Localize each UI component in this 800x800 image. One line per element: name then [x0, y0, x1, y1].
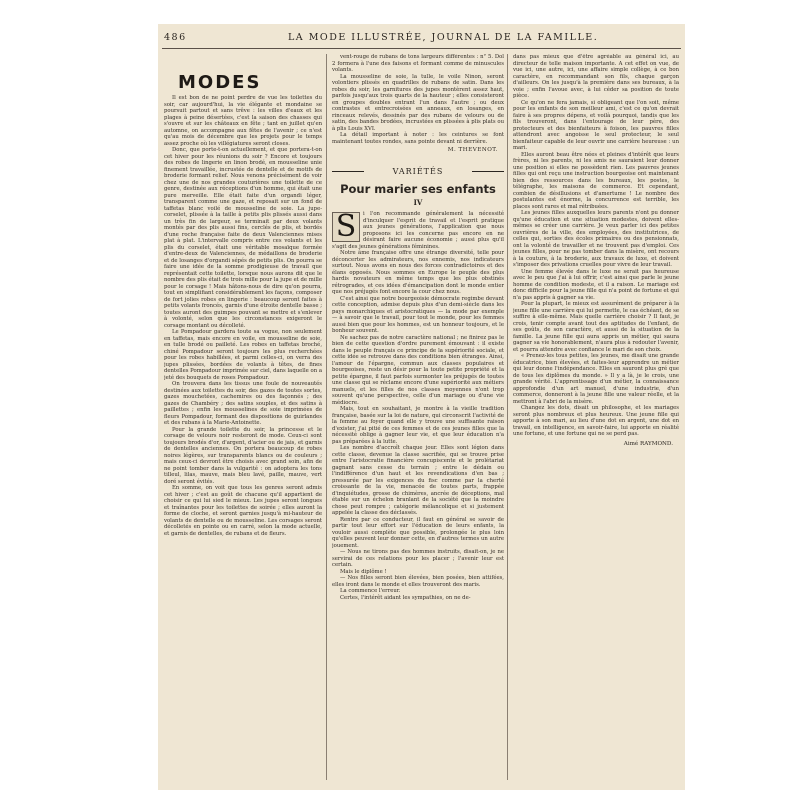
paragraph: Pour la grande toilette du soir, la princesse et le corsage de velours noir resteront de mode. Ceux-ci sont toujours brodés d'or, d'argent, d'acier ou de jais, et garnis de dentelles anciennes. On portera beaucoup de robes noires légères, sur transparents blancs ou de couleurs ; mais ceux-ci devront être choisis avec grand soin, afin de ne point tomber dans la vulgarité : on adoptera les tons tilleul, lilas, mauve, mais bleu lavé, paille, mauve, vert doré seront évités. [164, 426, 322, 485]
paragraph: — Nous ne tirons pas des hommes instruits, disait-on, je ne servirai de ces relations pour les placer ; l'avenir leur est certain. [332, 549, 504, 568]
column-right [513, 54, 679, 782]
paragraph: — Nos filles seront bien élevées, bien posées, bien attifées, elles iront dans le monde et elles trouveront des maris. [332, 575, 504, 588]
column-modes [164, 54, 322, 782]
paragraph: Une femme élevée dans le luxe ne serait pas heureuse avec le peu que j'ai à lui offrir, c'est ainsi que parle le jeune homme de condition modeste, et il a raison. Le mariage est donc difficile pour la jeune fille qui n'a point de fortune et qui n'a pas appris à gagner sa vie. [513, 268, 679, 301]
paragraph: Notre âme française offre une étrange diversité, telle pour déconcerter les admirateurs, nos ennemis, nos indicateurs surtout. Nous avons en nous des forces contradictoires et des élans opposés. Nous sommes en Europe le peuple des plus hardis novateurs en même temps que les plus obstinés rétrogrades, et ces idées d'émancipation dont le monde entier que nos préjugés font encore la cour chez nous. [332, 250, 504, 295]
paragraph: Changez les dots, disait un philosophe, et les mariages seront plus nombreux et plus heureux. Une jeune fille qui apporte à son mari, au lieu d'une dot en argent, une dot en travail, en intelligence, en savoir-faire, lui apporte en réalité une fortune, et une fortune qui ne se perd pas. [513, 405, 679, 437]
column-divider [507, 54, 508, 780]
page-number: 486 [164, 32, 187, 43]
paragraph: Le Pompadour gardera toute sa vogue, non seulement en taffetas, mais encore en voile, en mousseline de soie, en tulle brodé ou pailleté. Les robes en taffetas broché, chiné Pompadour seront toujours les plus recherchées pour les robes habillées, et parmi celles-ci, on verra des jupes plissées, bordées de volants à têtes, de fines dentelles Pompadour imprimée sur ciel, dans laquelle on a jeté des bouquets de roses Pompadour. [164, 329, 322, 381]
article-title: Pour marier ses enfants [340, 182, 496, 196]
paragraph: vent-rouge de rubans de tons largeurs différentes : n° 5. Dol 2 formera à l'une des faisons et formant comme de minuscules volants. [332, 54, 504, 73]
paragraph: Mais, tout en souhaitant, je montre à la vieille tradition française, basée sur la loi de nature, qui circonscrit l'activité de la femme au foyer quand elle y trouve une suffisante raison d'exister, j'ai pitié de ces femmes et de ces jeunes filles que la nécessité oblige à gagner leur vie, et que leur éducation n'a pas préparées à la lutte. [332, 406, 504, 445]
dropcap-letter: S [332, 212, 360, 242]
paragraph: On trouvera dans les tissus une foule de nouveautés destinées aux toilettes du soir, des gazes de toutes sortes, gazes mouchetées, cachemires ou des façonnés ; des gazes de Chambéry ; des satins souples, et des satins à paillettes ; enfin les mousselines de soie imprimées de fleurs Pompadour, formant des dispositions de guirlandes et des rubans à la Marie-Antoinette. [164, 381, 322, 426]
paragraph: La mousseline de soie, la tulle, le voile Ninon, seront volontiers plissés en quadrilles de rubans de satin. Dans les robes du soir, les garnitures des jupes montèrent assez haut, parfois jusqu'aux trois quarts de la hauteur ; elles consisteront en groupes doubles entrant l'un dans l'autre ; ou deux contrastes et entrecroisées en anneaux, en losanges, en rinceaux relevés, dessinés par des rubans de velours ou de satin, des bandes brodées, incrustées en plissées à plis plats ou à plis Louis XVI. [332, 73, 504, 132]
paragraph: Les jeunes filles auxquelles leurs parents n'ont pu donner qu'une éducation et une situation modestes, doivent elles-mêmes se créer une carrière. Je veux parler ici des petites ouvrières de la ville, des employées, des institutrices, de celles qui, sorties des écoles primaires ou des pensionnats, ont la volonté de travailler et ne trouvent pas d'emploi. Ces jeunes filles, pour ne pas tomber dans la misère, ont recours à la couture, à la broderie, aux travaux de luxe, et doivent s'imposer des privations cruelles pour vivre de leur travail. [513, 210, 679, 268]
modes-continuation [332, 54, 504, 145]
paragraph: Certes, l'intérêt aidant les sympathies, on ne de- [340, 594, 471, 601]
paragraph: dans pas mieux que d'être agréable au général ici, au directeur de telle maison importante. A cet effet on vue, de vue ici, une autre, ici, une affaire simple collège, à ce bon caractère, en recommandant son fils, chaque garçon d'ailleurs. On les jusqu'à la première dans ses bureaux, à la voie ; enfin l'avoue avec, à lui céder sa position de toute pièce. [513, 54, 679, 99]
paragraph: i l'on recommande généralement la nécessité d'inculquer l'esprit de travail et l'esprit pratique aux jeunes générations, l'application que nous proposons ici les concerne pas encore en ne désirant faire aucune économie ; aussi plus qu'il s'agit des jeunes générations féminines. [332, 211, 504, 250]
varietes-label: VARIÉTÉS [392, 167, 444, 176]
ornament-left [332, 171, 364, 172]
paragraph: « Prenez-les tous petites, les jeunes, me disait une grande éducatrice, bien élevées, et faites-leur apprendre un métier qui leur donne l'indépendance. Elles en sauront plus gré que de tous les diplômes du monde. » Il y a là, je le crois, une grande vérité. L'apprentissage d'un métier, la connaissance approfondie d'un art manuel, d'une industrie, d'un commerce, donneront à la jeune fille une valeur réelle, et la mettront à l'abri de la misère. [513, 353, 679, 405]
header-rule [162, 48, 681, 49]
modes-signature: M. THEVENOT. [447, 147, 498, 153]
paragraph: Elles auront beau être nées et pleines d'intérêt que leurs frères, ni les parents, ni les amis ne sauraient leur donner une position si elles ne possèdent rien. Les pauvres jeunes filles qui ont reçu une instruction bourgeoise ont maintenant bien des ressources dans les bureaux, les postes, le télégraphe, les maisons de commerce. Et cependant, combien de désillusions et d'amertume ! Le nombre des postulantes est énorme, la concurrence est terrible, les places sont rares et mal rétribuées. [513, 151, 679, 210]
modes-article [164, 95, 322, 537]
paragraph: La commence l'erreur. [340, 588, 401, 594]
journal-title: LA MODE ILLUSTRÉE, JOURNAL DE LA FAMILLE. [288, 32, 599, 43]
paragraph: C'est ainsi que notre bourgeoisie démocrate regimbe devant cette conception, admise depuis plus d'un demi-siècle dans les pays monarchiques et aristocratiques — la mode par exemple — à savoir que le travail, pour tout le monde, pour les femmes aussi bien que pour les hommes, est un honneur toujours, et le bonheur souvent. [332, 295, 504, 334]
article-author: Aimé RAYMOND. [623, 440, 673, 447]
paragraph: Mais le diplôme ! [340, 568, 387, 575]
section-title-modes: MODES [178, 72, 262, 93]
page-header [158, 32, 685, 46]
paragraph: Rentre par ce conducteur, il faut en général se savoir de partir tout leur effort sur l'éducation de leurs enfants, la vouloir aussi complète que possible, prolongée le plus loin qu'elles peuvent leur donner cette, en d'autres termes un autre jouement. [332, 516, 504, 549]
paragraph: Les nombre d'accroît chaque jour. Elles sont légion dans cette classe, devenue la classe sacrifiée, qui se trouve prise entre l'aristocratie financière concupiscente et le prolétariat gagnant sans cesse du terrain ; entre le dédain ou l'indifférence d'un haut et les revendications d'en bas ; pressurée par les exigences du fisc comme par la cherté croissante de la vie, menacée de toutes parts, frappée d'inquiétudes, grosse de chimères, ancrée de déceptions, mal étable sur un échelon branlant de la société que la moindre chose peut rompre ; catégorie mélancolique et si justement appelée la classe des déclassés. [332, 445, 504, 516]
ornament-right [472, 171, 504, 172]
article-part-number: IV [413, 198, 423, 207]
paragraph: Pour la plupart, le mieux est assurément de préparer à la jeune fille une carrière qui lui permette, le cas échéant, de se suffire à elle-même. Mais quelle carrière choisir ? Il faut, je crois, tenir compte avant tout des aptitudes de l'enfant, de ses goûts, de son caractère, et aussi de la situation de la famille. La jeune fille qui aura appris un métier, qui saura gagner sa vie honorablement, n'aura plus à redouter l'avenir, et pourra attendre avec confiance le mari de son choix. [513, 301, 679, 353]
varietes-banner [362, 167, 474, 176]
magazine-page [158, 24, 685, 790]
column-middle [332, 54, 504, 782]
paragraph: Ne sachez pas de notre caractère national ; ne finirez pas le bien de cette question d'ordre purement émouvant : il existe dans le peuple français ce principe de la supériorité sociale, et cette idée se retrouve dans des conditions bien étranges. Ainsi, l'amour de l'épargne, commun aux classes populaires et bourgeoises, reste un désir pour la toute petite propriété et la petite épargne, il faut parfois surmonter les préjugés de toutes une classe qui se réclame encore d'une supériorité aux métiers manuels, et les filles de nos classes moyennes n'ont trop souvent qu'une perspective, celle d'un mariage ou d'une vie médiocre. [332, 334, 504, 406]
paragraph: Donc, que porte-t-on actuellement, et que portera-t-on cet hiver pour les réunions du soir ? Encore et toujours des robes de lingerie en linon brodé, en mousseline unie finement travaillée, incrustée de dentelle et de motifs de broderie formant relief. Nous venons précisément de voir chez une de nos grandes couturières une toilette de ce genre, destinée aux réceptions d'un homme, qui était une pure merveille. Elle était faite d'un organdi léger, transparent comme une gaze, et reposait sur un fond de taffetas blanc voilé de mousseline de soie. La jupe-corselet, plissée à la taille à petits plis plissés aussi dans un très fin de largeur, se terminait par deux volants montés par des plis aussi fins, cerclés de plis, et bordés d'une roche française faite de deux Valenciennes mises plat à plat. L'intervalle compris entre ces volants et les plis du corselet, était une véritable mosaïque formée d'entre-deux de Valenciennes, de médaillons de broderie et de losanges d'organdi sépés de petits plis. On pourra se faire une idée de la somme prodigieuse de travail que représentait cette toilette, lorsque nous aurons dit que le nombre des plis était de trois mille pour la jupe et de mille pour le corsage ! Mais hâtons-nous de dire qu'on pourra, tout en simplifiant considérablement les façons, composer de fort jolies robes en lingerie : beaucoup seront faites à petits volants froncés, garnis d'une étroite dentelle basse ; toutes auront des guimpes pouvant se mettre et s'enlever à volonté, selon que les circonstances exigeront le corsage montant ou décolleté. [164, 147, 322, 329]
article-body [332, 211, 504, 601]
paragraph: En somme, on voit que tous les genres seront admis cet hiver ; c'est au goût de chacune qu'il appartient de choisir ce qui lui sied le mieux. Les jupes seront longues et traînantes pour les toilettes de soirée ; elles auront la forme de cloche, et seront garnies jusqu'à mi-hauteur de volants de dentelle ou de mousseline. Les corsages seront décolletés en pointe ou en carré, selon la mode actuelle, et garnis de dentelles, de rubans et de fleurs. [164, 485, 322, 537]
paragraph: Il est bon de ne point perdre de vue les toilettes du soir, car aujourd'hui, la vie élégante et mondaine se poursuit partout et sans trêve : les villes d'eaux et les plages à peine désertées, c'est la saison des chasses qui s'ouvre et sur les châteaux en fête ; tant en juillet qu'en automne, on accompagne aux fêtes de l'avenir ; ce n'est qu'au mois de décembre que les projets pour le temps assez proche où les villégiatures seront closes. [164, 95, 322, 147]
paragraph: Ce qu'on ne fera jamais, si obligeant que l'on soit, même pour les enfants de son meilleur ami, c'est ce qu'on devrait faire à ses propres dépens, et voilà pourquoi, tandis que les fils trouveront, dans l'entourage de leur père, des protecteurs et des bienfaiteurs à foison, les pauvres filles attendront avec angoisse le seul protecteur, le seul bienfaiteur capable de leur ouvrir une carrière heureuse : un mari. [513, 99, 679, 151]
paragraph: La détail important à noter : les ceintures se font maintenant toutes rondes, sans pointe devant ni derrière. [332, 132, 504, 145]
article-continuation [513, 54, 679, 438]
column-divider [326, 54, 327, 780]
